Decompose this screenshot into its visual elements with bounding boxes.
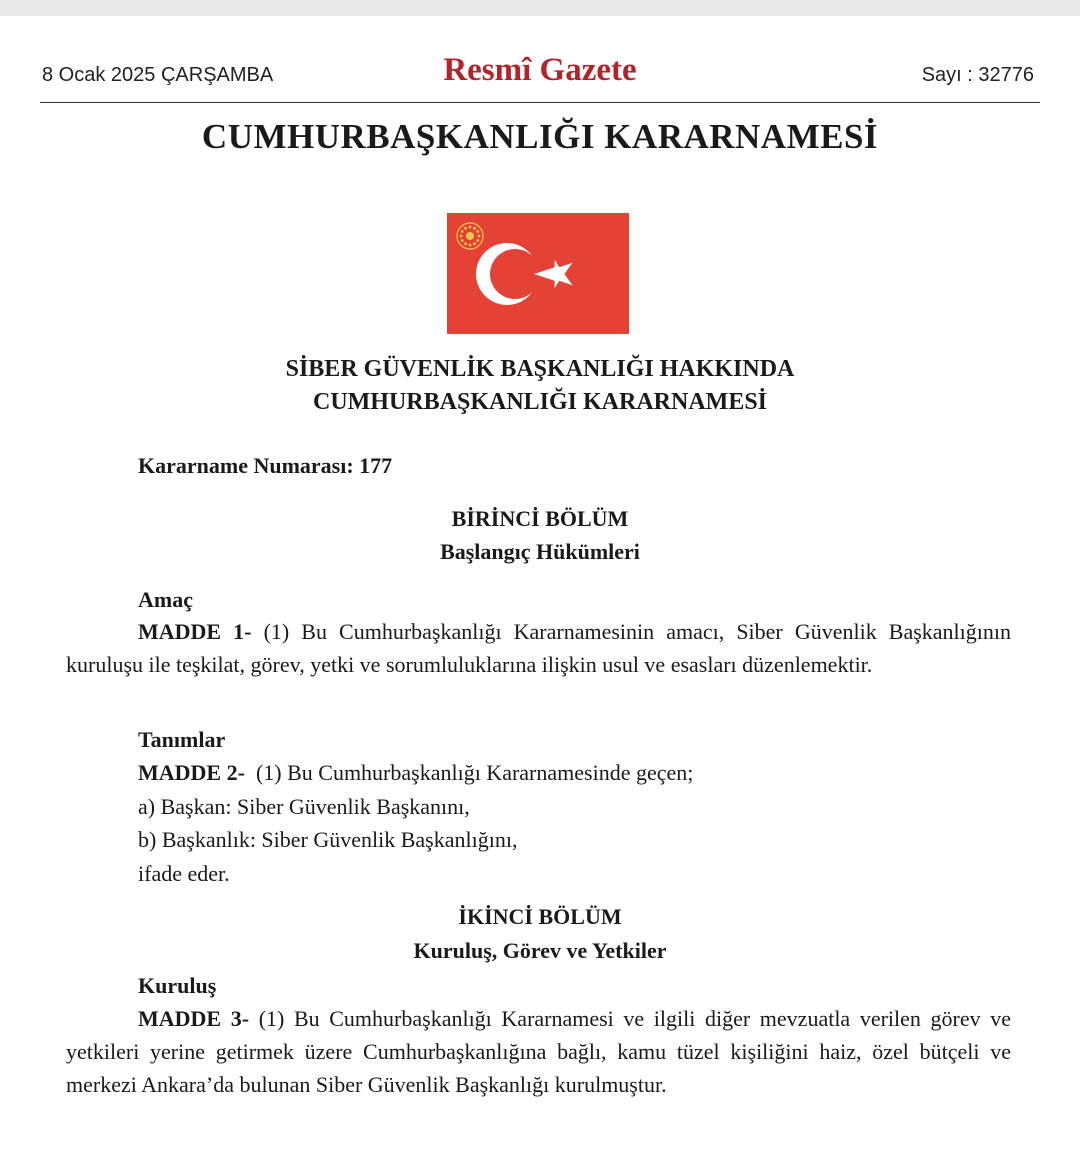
section-heading: İKİNCİ BÖLÜM <box>458 904 622 929</box>
decree-title-line-1: SİBER GÜVENLİK BAŞKANLIĞI HAKKINDA <box>285 356 795 382</box>
article-paragraph <box>66 1002 1011 1101</box>
top-strip <box>0 0 1080 16</box>
article-paragraph <box>66 615 1011 681</box>
gazette-name: Resmî Gazete <box>443 52 637 88</box>
article-closing: ifade eder. <box>138 861 230 886</box>
list-item: a) Başkan: Siber Güvenlik Başkanını, <box>138 794 470 819</box>
issue-number: Sayı : 32776 <box>921 64 1034 86</box>
article-title: Kuruluş <box>138 973 217 998</box>
publication-date: 8 Ocak 2025 ÇARŞAMBA <box>42 64 274 86</box>
section-heading: BİRİNCİ BÖLÜM <box>451 506 629 531</box>
article-text: (1) Bu Cumhurbaşkanlığı Kararnamesinde geçen; <box>255 760 694 785</box>
list-item: b) Başkanlık: Siber Güvenlik Başkanlığını, <box>138 827 518 852</box>
document-type-title: CUMHURBAŞKANLIĞI KARARNAMESİ <box>201 117 879 156</box>
presidential-seal-icon <box>457 223 483 249</box>
header-divider <box>40 102 1040 103</box>
article-paragraph <box>138 760 693 786</box>
decree-title-line-2: CUMHURBAŞKANLIĞI KARARNAMESİ <box>312 389 768 415</box>
article-label: MADDE 3- <box>138 1006 250 1031</box>
article-text: (1) Bu Cumhurbaşkanlığı Kararnamesi ve ilgili diğer mevzuatla verilen görev ve yetkileri yerine getirmek üzere Cumhurbaşkanlığına bağlı, kamu tüzel kişiliğini haiz, özel bütçeli ve merkezi Ankara’da bulunan Siber Güvenlik Başkanlığı kurulmuştur. <box>66 1006 1011 1097</box>
flag-emblem-icon <box>447 213 629 334</box>
article-text: (1) Bu Cumhurbaşkanlığı Kararnamesinin amacı, Siber Güvenlik Başkanlığının kuruluşu ile teşkilat, görev, yetki ve sorumluluklarına ilişkin usul ve esasları düzenlemektir. <box>66 619 1011 677</box>
article-title: Tanımlar <box>138 727 226 752</box>
article-label: MADDE 2- <box>138 760 245 785</box>
section-subheading: Başlangıç Hükümleri <box>440 539 640 564</box>
article-label: MADDE 1- <box>138 619 252 644</box>
decree-number: Kararname Numarası: 177 <box>138 453 393 478</box>
section-subheading: Kuruluş, Görev ve Yetkiler <box>413 938 667 963</box>
article-title: Amaç <box>138 587 193 612</box>
gazette-page <box>0 16 1080 1153</box>
